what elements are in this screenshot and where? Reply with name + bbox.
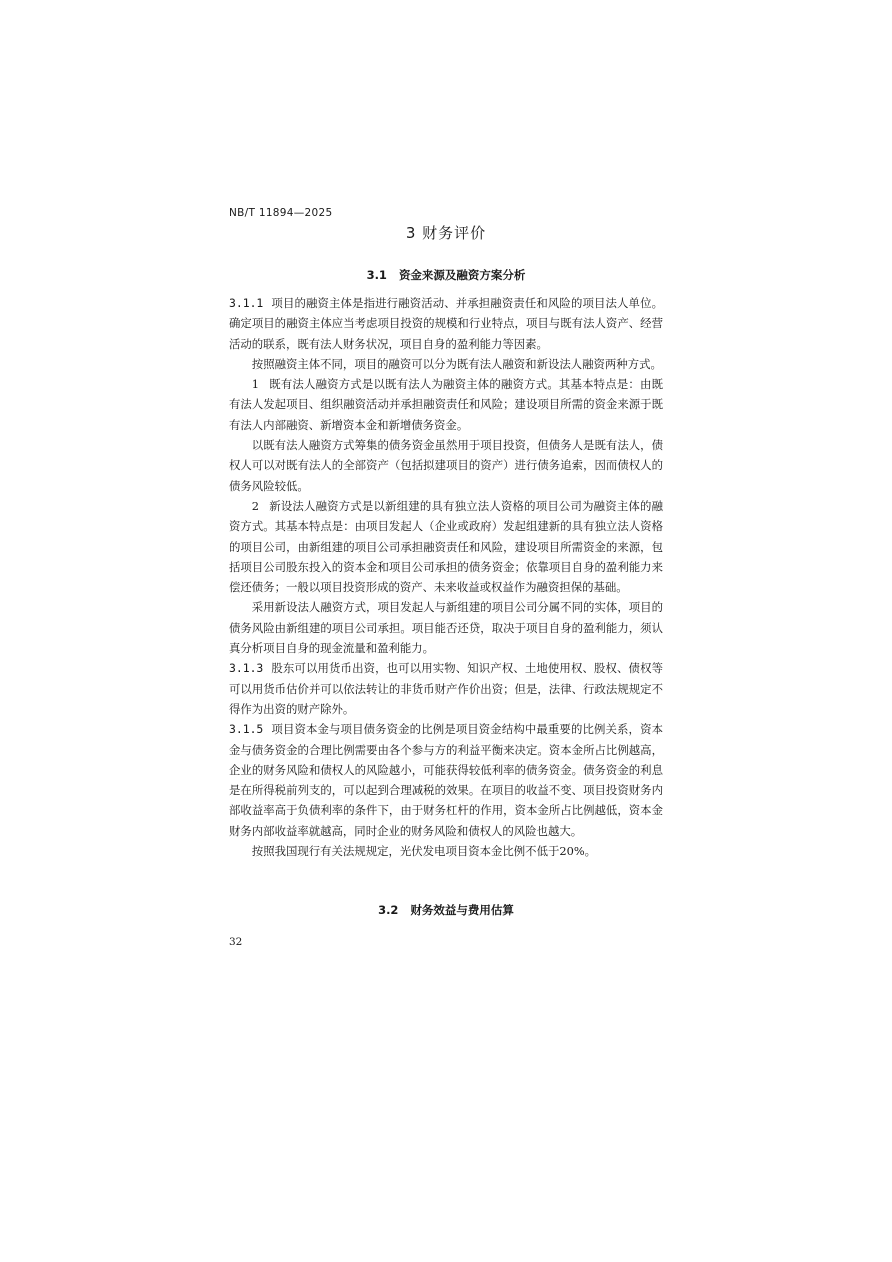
paragraph-text: 新设法人融资方式是以新组建的具有独立法人资格的项目公司为融资主体的融资方式。其基本特点是：由项目发起人（企业或政府）发起组建新的具有独立法人资格的项目公司，由新组建的项目公司承担融资责任和风险，建设项目所需资金的来源，包括项目公司股东投入的资本金和项目公司承担的债务资金；依靠项目自身的盈利能力来偿还债务；一般以项目投资形成的资产、未来收益或权益作为融资担保的基础。 (229, 498, 663, 595)
paragraph-text: 按照融资主体不同，项目的融资可以分为既有法人融资和新设法人融资两种方式。 (251, 356, 662, 371)
clause-number: 3.1.5 (229, 722, 264, 737)
body-text (229, 293, 663, 861)
clause-number: 3.1.1 (229, 296, 264, 310)
paragraph-text: 采用新设法人融资方式，项目发起人与新组建的项目公司分属不同的实体，项目的债务风险由新组建的项目公司承担。项目能否还贷，取决于项目自身的盈利能力，须认真分析项目自身的现金流量和盈利能力。 (229, 600, 663, 656)
standard-code: NB/T 11894—2025 (229, 207, 333, 219)
paragraph-text: 项目资本金与项目债务资金的比例是项目资金结构中最重要的比例关系，资本金与债务资金的合理比例需要由各个参与方的利益平衡来决定。资本金所占比例越高，企业的财务风险和债权人的风险越小，可能获得较低利率的债务资金。债务资金的利息是在所得税前列支的，可以起到合理减税的效果。在项目的收益不变、项目投资财务内部收益率高于负债利率的条件下，由于财务杠杆的作用，资本金所占比例越低，资本金财务内部收益率就越高，同时企业的财务风险和债权人的风险也越大。 (229, 722, 663, 838)
section-heading: 财务效益与费用估算 (410, 903, 514, 917)
paragraph-text: 项目的融资主体是指进行融资活动、并承担融资责任和风险的项目法人单位。确定项目的融资主体应当考虑项目投资的规模和行业特点，项目与既有法人资产、经营活动的联系，既有法人财务状况，项目自身的盈利能力等因素。 (229, 296, 663, 351)
paragraph (229, 841, 663, 861)
page-number: 32 (229, 936, 243, 948)
paragraph-3-1-1 (229, 293, 663, 354)
paragraph (229, 435, 663, 496)
section-number: 3.1 (366, 268, 387, 282)
clause-number: 3.1.3 (229, 661, 264, 676)
paragraph (229, 597, 663, 658)
item-number: 2 (251, 498, 260, 513)
paragraph (229, 354, 663, 374)
section-title-3-2 (0, 902, 892, 918)
paragraph-text: 既有法人融资方式是以既有法人为融资主体的融资方式。其基本特点是：由既有法人发起项目、组织融资活动并承担融资责任和风险；建设项目所需的资金来源于既有法人内部融资、新增资本金和新增债务资金。 (229, 377, 663, 432)
paragraph-3-1-5 (229, 719, 663, 841)
section-heading: 资金来源及融资方案分析 (398, 268, 526, 282)
paragraph-text: 股东可以用货币出资，也可以用实物、知识产权、土地使用权、股权、债权等可以用货币估价并可以依法转让的非货币财产作价出资；但是，法律、行政法规规定不得作为出资的财产除外。 (229, 661, 663, 716)
section-number: 3.2 (378, 903, 399, 917)
list-item-2 (229, 496, 663, 597)
paragraph-text: 以既有法人融资方式筹集的债务资金虽然用于项目投资，但债务人是既有法人，债权人可以对既有法人的全部资产（包括拟建项目的资产）进行债务追索，因而债权人的债务风险较低。 (229, 438, 663, 493)
paragraph-3-1-3 (229, 658, 663, 719)
section-title-3-1 (0, 267, 892, 283)
paragraph-text: 按照我国现行有关法规规定，光伏发电项目资本金比例不低于20%。 (251, 844, 597, 859)
item-number: 1 (251, 377, 260, 392)
list-item-1 (229, 374, 663, 435)
chapter-title: 3 财务评价 (405, 224, 487, 242)
